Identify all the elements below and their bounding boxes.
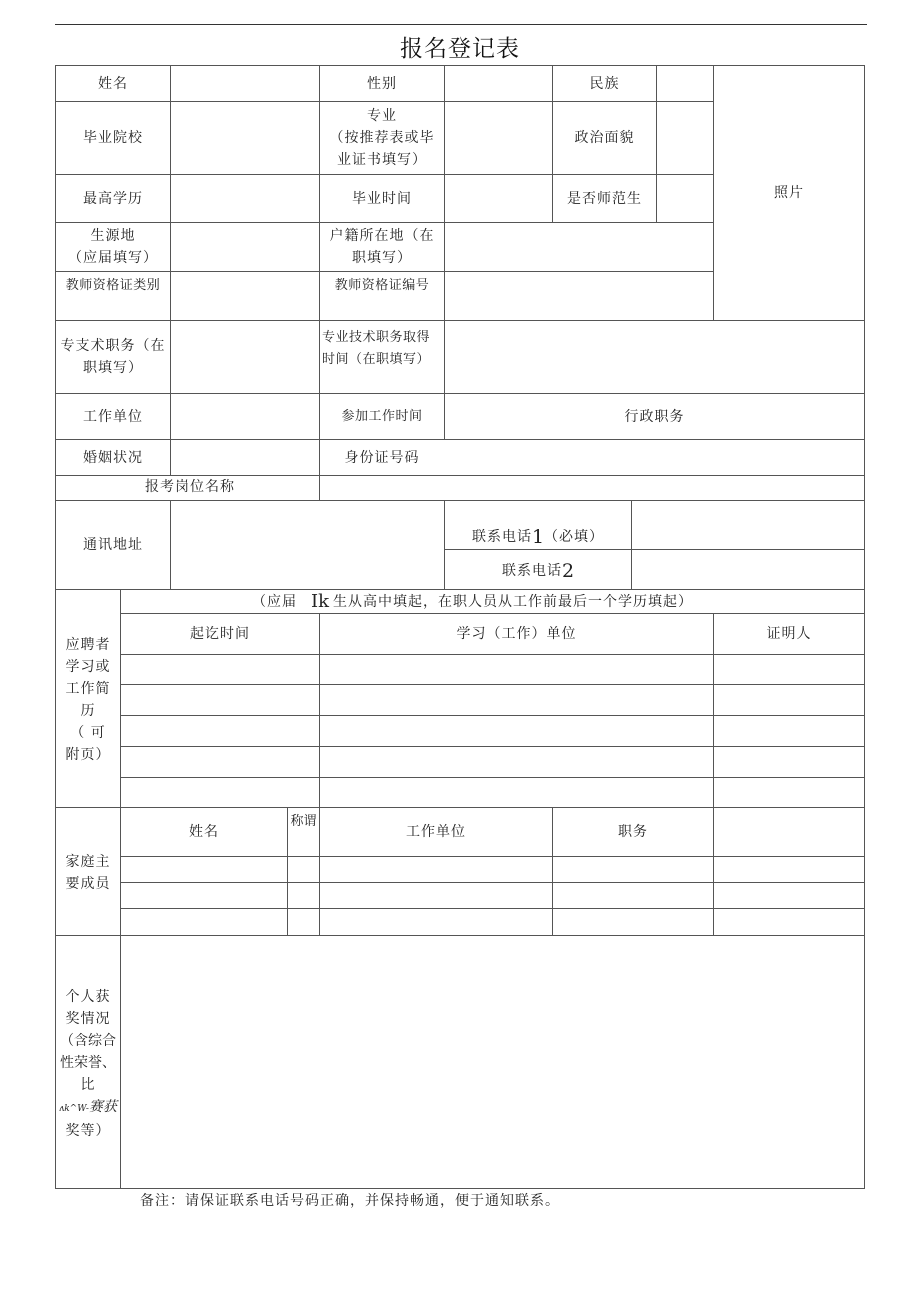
family-cell-name[interactable] bbox=[121, 909, 287, 935]
label-awards-line: 个人获 bbox=[65, 989, 111, 1005]
label-tech-title bbox=[56, 321, 170, 393]
label-awards-line: 比 bbox=[80, 1077, 96, 1093]
family-cell-unit[interactable] bbox=[320, 883, 552, 908]
resume-cell-time[interactable] bbox=[121, 747, 319, 777]
field-ethnicity[interactable] bbox=[657, 66, 713, 101]
family-cell-extra[interactable] bbox=[714, 883, 864, 908]
resume-cell-witness[interactable] bbox=[714, 747, 864, 777]
family-cell-unit[interactable] bbox=[320, 857, 552, 882]
label-address: 通讯地址 bbox=[83, 537, 143, 553]
label-teacher-cert-no: 教师资格证编号 bbox=[334, 278, 430, 293]
resume-cell-unit[interactable] bbox=[320, 778, 713, 807]
label-gender: 性别 bbox=[367, 75, 397, 92]
footnote: 备注：请保证联系电话号码正确，并保持畅通，便于通知联系。 bbox=[140, 1193, 560, 1209]
label-awards-line: 性荣誉、 bbox=[60, 1055, 116, 1071]
label-origin-line2: （应届填写） bbox=[68, 250, 158, 266]
label-awards-line: 奖等） bbox=[65, 1123, 111, 1139]
label-tech-time bbox=[320, 321, 444, 377]
family-cell-post[interactable] bbox=[553, 909, 713, 935]
field-name[interactable] bbox=[171, 66, 319, 101]
label-household-line2: 职填写） bbox=[352, 250, 412, 266]
resume-instruction bbox=[250, 590, 720, 613]
label-name: 姓名 bbox=[98, 75, 128, 92]
label-tech-title-line1: 专支术职务（在 bbox=[60, 338, 166, 354]
top-rule bbox=[55, 24, 867, 25]
label-id-number: 身份证号码 bbox=[344, 449, 420, 466]
label-origin-line1: 生源地 bbox=[90, 228, 136, 244]
label-major bbox=[320, 102, 444, 174]
resume-cell-witness[interactable] bbox=[714, 716, 864, 746]
family-col-unit: 工作单位 bbox=[406, 824, 466, 840]
page-title: 报名登记表 bbox=[400, 36, 520, 62]
form-border-right bbox=[864, 65, 865, 1189]
family-col-relation: 称谓 bbox=[290, 814, 317, 829]
resume-cell-witness[interactable] bbox=[714, 655, 864, 684]
family-col-name: 姓名 bbox=[189, 824, 219, 840]
field-tech-time[interactable] bbox=[445, 321, 864, 393]
resume-cell-unit[interactable] bbox=[320, 685, 713, 715]
resume-cell-unit[interactable] bbox=[320, 747, 713, 777]
field-phone1[interactable] bbox=[632, 501, 864, 549]
label-phone1-text: 联系电话 bbox=[471, 529, 532, 545]
field-phone2[interactable] bbox=[632, 550, 864, 589]
label-resume bbox=[56, 625, 120, 775]
label-phone2-text: 联系电话 bbox=[501, 563, 562, 579]
field-awards[interactable] bbox=[121, 936, 864, 1188]
family-cell-relation[interactable] bbox=[288, 883, 319, 908]
label-employer: 工作单位 bbox=[83, 408, 143, 425]
label-origin bbox=[56, 223, 170, 271]
label-admin-post: 行政职务 bbox=[624, 408, 685, 425]
label-ethnicity: 民族 bbox=[589, 75, 620, 92]
field-employer[interactable] bbox=[171, 394, 319, 439]
family-cell-name[interactable] bbox=[121, 857, 287, 882]
field-marital[interactable] bbox=[171, 440, 319, 475]
field-teacher-cert-type[interactable] bbox=[171, 272, 319, 320]
label-marital: 婚姻状况 bbox=[83, 449, 143, 466]
label-family bbox=[56, 850, 120, 896]
label-household-line1: 户籍所在地（在 bbox=[329, 228, 435, 244]
label-awards-line: 奖情况 bbox=[65, 1011, 111, 1027]
label-awards-garbled-b: 赛获 bbox=[88, 1099, 117, 1115]
label-tech-title-line2: 职填写） bbox=[83, 360, 143, 376]
field-normal-student[interactable] bbox=[657, 175, 713, 222]
family-cell-extra[interactable] bbox=[714, 857, 864, 882]
label-family-line1: 家庭主 bbox=[65, 854, 111, 870]
resume-instruction-b: Ik bbox=[311, 590, 330, 612]
label-tech-time-line2: 时间（在职填写） bbox=[322, 352, 431, 367]
form-border-bottom bbox=[55, 1188, 865, 1189]
family-cell-unit[interactable] bbox=[320, 909, 552, 935]
label-resume-line: 附页） bbox=[65, 747, 111, 763]
resume-instruction-c: 生从高中填起，在职人员从工作前最后一个学历填起） bbox=[333, 593, 694, 610]
resume-cell-witness[interactable] bbox=[714, 685, 864, 715]
resume-col-unit: 学习（工作）单位 bbox=[456, 626, 577, 642]
label-awards-garbled bbox=[59, 1096, 117, 1120]
resume-col-witness: 证明人 bbox=[766, 626, 812, 642]
label-major-line3: 业证书填写） bbox=[337, 152, 427, 168]
resume-cell-unit[interactable] bbox=[320, 716, 713, 746]
photo-box[interactable]: 照片 bbox=[774, 185, 804, 201]
resume-col-time: 起讫时间 bbox=[190, 626, 250, 642]
label-work-start: 参加工作时间 bbox=[341, 408, 423, 424]
field-school[interactable] bbox=[171, 102, 319, 174]
field-tech-title[interactable] bbox=[171, 321, 319, 393]
field-id-number[interactable] bbox=[445, 440, 864, 475]
label-phone2 bbox=[445, 556, 631, 586]
label-school: 毕业院校 bbox=[83, 130, 143, 146]
label-household bbox=[320, 223, 444, 271]
field-major[interactable] bbox=[445, 102, 552, 174]
label-resume-line: 历 bbox=[80, 703, 96, 719]
field-address[interactable] bbox=[171, 501, 444, 589]
label-awards bbox=[56, 985, 120, 1143]
label-phone1-note: （必填） bbox=[544, 529, 605, 545]
resume-cell-witness[interactable] bbox=[714, 778, 864, 807]
field-gender[interactable] bbox=[445, 66, 552, 101]
field-position-name[interactable] bbox=[320, 476, 864, 500]
field-household[interactable] bbox=[445, 223, 713, 271]
label-tech-time-line1: 专业技术职务取得 bbox=[322, 330, 431, 345]
label-political: 政治面貌 bbox=[574, 130, 635, 146]
label-awards-garbled-a: ʌk^W- bbox=[59, 1104, 89, 1114]
family-col-post: 职务 bbox=[618, 824, 648, 840]
resume-cell-time[interactable] bbox=[121, 778, 319, 807]
field-political[interactable] bbox=[657, 102, 713, 174]
label-normal-student: 是否师范生 bbox=[567, 190, 642, 207]
label-resume-line: （ 可 bbox=[70, 725, 106, 741]
label-family-line2: 要成员 bbox=[65, 876, 111, 892]
label-phone2-num: 2 bbox=[561, 560, 575, 582]
family-col-extra[interactable] bbox=[714, 808, 864, 856]
label-major-line1: 专业 bbox=[367, 108, 397, 124]
label-grad-time: 毕业时间 bbox=[352, 190, 412, 207]
field-education[interactable] bbox=[171, 175, 319, 222]
label-major-line2: （按推荐表或毕 bbox=[329, 130, 435, 146]
resume-cell-time[interactable] bbox=[121, 685, 319, 715]
label-resume-line: 学习或 bbox=[65, 659, 111, 675]
label-phone1 bbox=[445, 525, 631, 549]
label-teacher-cert-type: 教师资格证类别 bbox=[65, 278, 161, 293]
label-awards-line: （含综合 bbox=[60, 1033, 116, 1049]
family-cell-relation[interactable] bbox=[288, 857, 319, 882]
resume-cell-time[interactable] bbox=[121, 716, 319, 746]
field-grad-time[interactable] bbox=[445, 175, 552, 222]
label-position-name: 报考岗位名称 bbox=[145, 479, 235, 495]
field-teacher-cert-no[interactable] bbox=[445, 272, 713, 320]
label-resume-line: 工作简 bbox=[65, 681, 111, 697]
resume-cell-unit[interactable] bbox=[320, 655, 713, 684]
family-cell-extra[interactable] bbox=[714, 909, 864, 935]
family-cell-post[interactable] bbox=[553, 857, 713, 882]
label-resume-line: 应聘者 bbox=[65, 637, 111, 653]
label-phone1-num: 1 bbox=[531, 526, 545, 548]
resume-instruction-a: （应届 bbox=[252, 593, 297, 610]
family-cell-relation[interactable] bbox=[288, 909, 319, 935]
field-origin[interactable] bbox=[171, 223, 319, 271]
family-cell-post[interactable] bbox=[553, 883, 713, 908]
family-cell-name[interactable] bbox=[121, 883, 287, 908]
resume-cell-time[interactable] bbox=[121, 655, 319, 684]
label-education: 最高学历 bbox=[83, 190, 143, 207]
